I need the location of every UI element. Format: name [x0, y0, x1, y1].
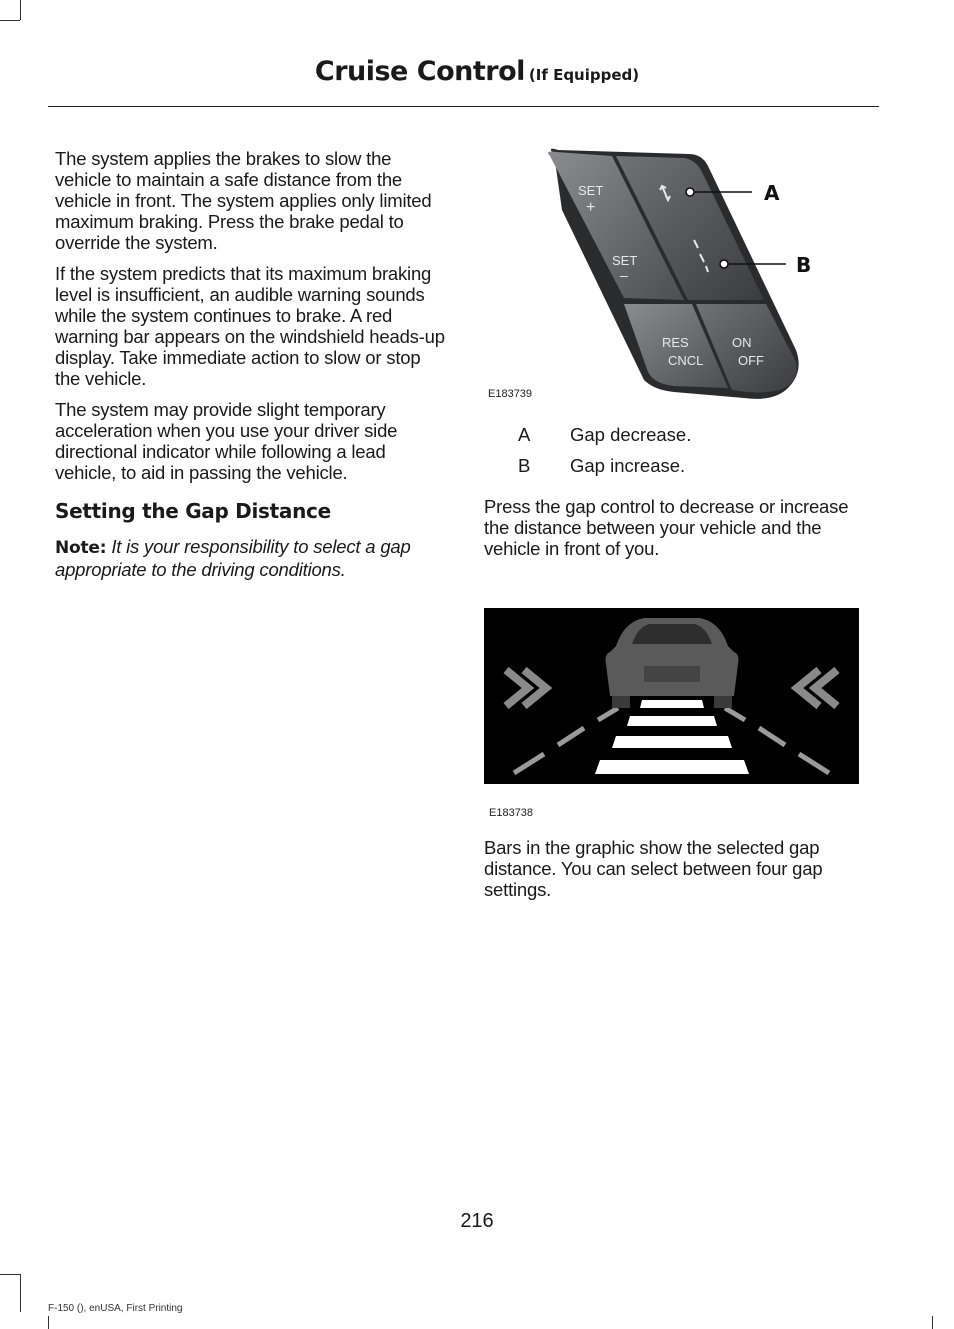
- paragraph-warning: If the system predicts that its maximum braking level is insufficient, an audible warning sounds while the system continues to brake. A red warning bar appears on the windshield heads-up display. Take immediate action to slow or stop the vehicle.: [55, 263, 445, 389]
- on-label: ON: [732, 335, 752, 350]
- left-column: [55, 148, 447, 590]
- res-label: RES: [662, 335, 689, 350]
- gap-control-buttons-figure: [484, 140, 824, 410]
- set-plus-sign: +: [586, 199, 596, 216]
- gap-bar-2: [627, 716, 717, 726]
- crop-mark-top-left: [0, 20, 20, 21]
- set-minus-label: SET: [612, 253, 638, 268]
- legend-text-a: Gap decrease.: [570, 424, 692, 445]
- gap-bar-4: [595, 760, 749, 774]
- crop-mark-top-left-v: [20, 0, 21, 20]
- set-minus-sign: –: [620, 267, 628, 283]
- gap-bars-paragraph: Bars in the graphic show the selected gap distance. You can select between four gap settings.: [484, 837, 823, 900]
- gap-control-paragraph: Press the gap control to decrease or increase the distance between your vehicle and the vehicle in front of you.: [484, 496, 849, 559]
- set-plus-label: SET: [578, 183, 604, 198]
- legend-row-b: [518, 455, 686, 477]
- gap-bar-3: [612, 736, 732, 748]
- note: [55, 536, 447, 580]
- note-text: It is your responsibility to select a gap appropriate to the driving conditions.: [55, 536, 411, 580]
- crop-mark-bottom-left: [0, 1274, 20, 1275]
- crop-mark-bottom-left-v: [20, 1274, 21, 1312]
- callout-a-label: A: [764, 181, 780, 205]
- lead-vehicle-icon: [606, 618, 739, 708]
- off-label: OFF: [738, 353, 764, 368]
- note-label: Note:: [55, 538, 107, 558]
- right-paragraph-1: [484, 496, 876, 569]
- legend-text-b: Gap increase.: [570, 455, 686, 476]
- gap-display-figure: [484, 608, 859, 784]
- page-title: Cruise Control: [314, 56, 525, 87]
- callout-b-label: B: [796, 253, 812, 277]
- crop-mark-bottom-tick: [48, 1316, 49, 1329]
- paragraph-acceleration: The system may provide slight temporary acceleration when you use your driver side directional indicator while following a lead vehicle, to aid in passing the vehicle.: [55, 399, 398, 483]
- section-heading: Setting the Gap Distance: [55, 499, 331, 523]
- legend-key-b: B: [518, 455, 531, 476]
- figure2-code: E183738: [489, 807, 534, 819]
- figure1-code: E183739: [488, 388, 533, 400]
- right-paragraph-2: [484, 837, 876, 910]
- legend-row-a: [518, 424, 692, 446]
- cncl-label: CNCL: [668, 353, 704, 368]
- callout-a-dot: [686, 188, 694, 196]
- gap-bar-1: [640, 700, 704, 708]
- header-rule: [48, 106, 879, 107]
- page-number: 216: [460, 1210, 494, 1232]
- legend-key-a: A: [518, 424, 531, 445]
- crop-mark-bottom-right-tick: [932, 1316, 933, 1329]
- page-subtitle: (If Equipped): [528, 66, 640, 84]
- footer-text: F-150 (), enUSA, First Printing: [48, 1303, 183, 1314]
- page-header: [0, 56, 954, 87]
- callout-b-dot: [720, 260, 728, 268]
- paragraph-braking: The system applies the brakes to slow the vehicle to maintain a safe distance from the vehicle in front. The system applies only limited maximum braking. Press the brake pedal to override the system.: [55, 148, 432, 253]
